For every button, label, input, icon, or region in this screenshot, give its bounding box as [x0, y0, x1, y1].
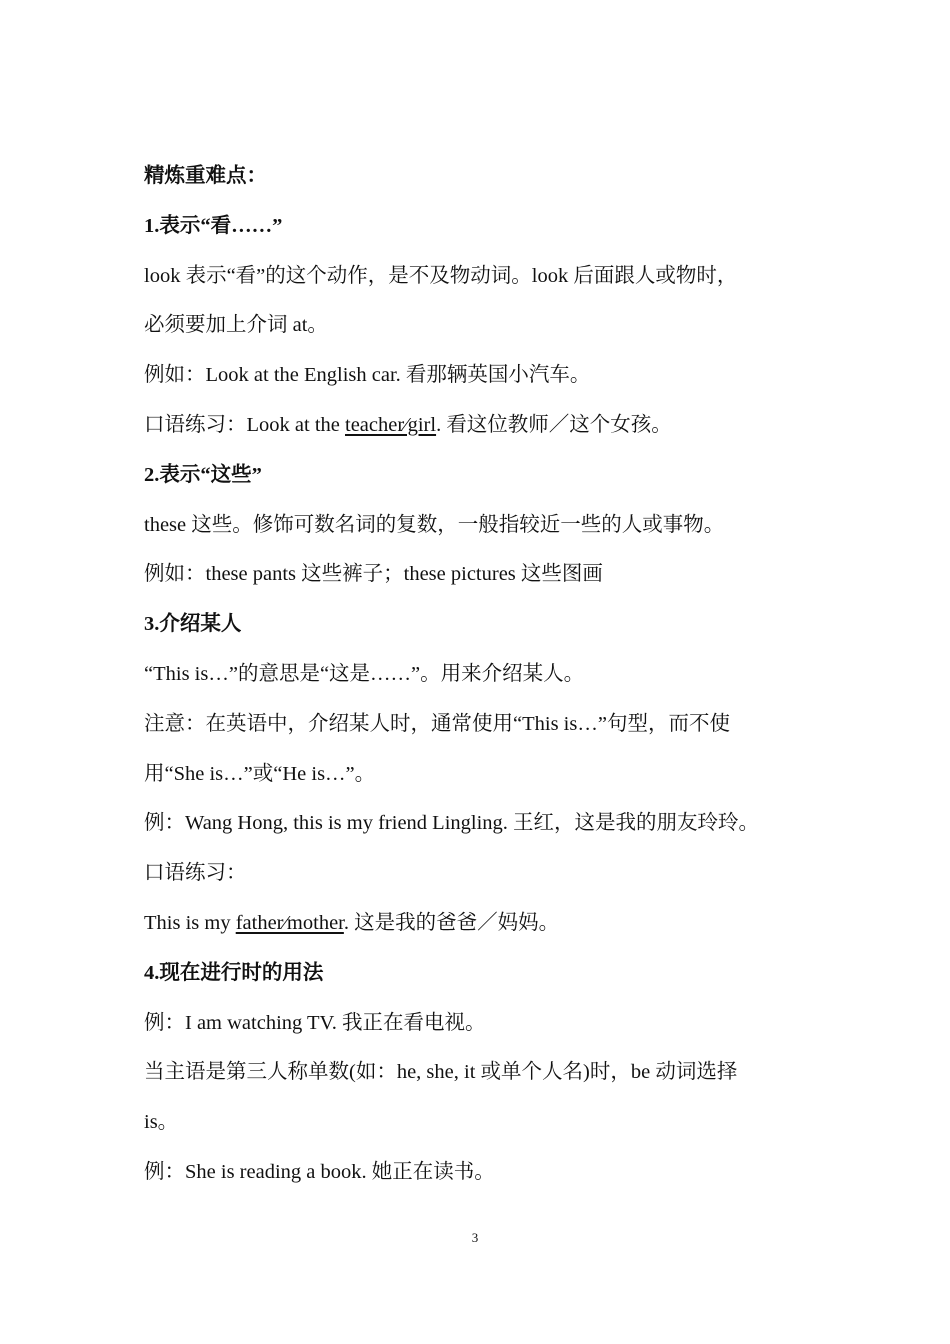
paragraph-1-line-2: 必须要加上介词 at。 — [144, 314, 328, 337]
example-3: 例：Wang Hong, this is my friend Lingling. 王红，这是我的朋友玲玲。 — [144, 812, 760, 835]
page-content — [144, 152, 824, 1198]
practice-3-suffix: . 这是我的爸爸／妈妈。 — [343, 911, 560, 934]
practice-1-suffix: . 看这位教师／这个女孩。 — [436, 413, 672, 436]
heading-4: 4.现在进行时的用法 — [144, 961, 324, 984]
section-title: 精炼重难点： — [144, 165, 267, 187]
paragraph-2-line-1: these 这些。修饰可数名词的复数，一般指较近一些的人或事物。 — [144, 513, 725, 536]
example-4-1: 例：I am watching TV. 我正在看电视。 — [144, 1011, 486, 1034]
heading-1: 1.表示“看……” — [144, 214, 283, 237]
page-number: 3 — [471, 1230, 479, 1245]
note-3-line-1: 注意：在英语中，介绍某人时，通常使用“This is…”句型，而不使 — [144, 712, 730, 735]
heading-2: 2.表示“这些” — [144, 463, 262, 486]
example-2: 例如：these pants 这些裤子；these pictures 这些图画 — [144, 563, 603, 586]
practice-3-underlined: father⁄mother — [235, 911, 344, 934]
example-4-2: 例：She is reading a book. 她正在读书。 — [144, 1160, 495, 1183]
practice-3-prefix: This is my — [144, 911, 236, 934]
rule-4-line-1: 当主语是第三人称单数(如：he, she, it 或单个人名)时，be 动词选择 — [144, 1061, 738, 1084]
note-3-line-2: 用“She is…”或“He is…”。 — [144, 762, 376, 785]
paragraph-3-line-1: “This is…”的意思是“这是……”。用来介绍某人。 — [144, 662, 585, 685]
practice-1-prefix: 口语练习：Look at the — [144, 413, 345, 436]
practice-3 — [144, 899, 824, 949]
rule-4-line-2: is。 — [144, 1111, 179, 1134]
practice-1 — [144, 401, 824, 451]
example-1: 例如：Look at the English car. 看那辆英国小汽车。 — [144, 364, 591, 387]
practice-1-underlined: teacher⁄girl — [345, 413, 437, 436]
paragraph-1-line-1: look 表示“看”的这个动作，是不及物动词。look 后面跟人或物时， — [144, 264, 738, 287]
heading-3: 3.介绍某人 — [144, 613, 242, 636]
practice-3-label: 口语练习： — [144, 862, 247, 885]
